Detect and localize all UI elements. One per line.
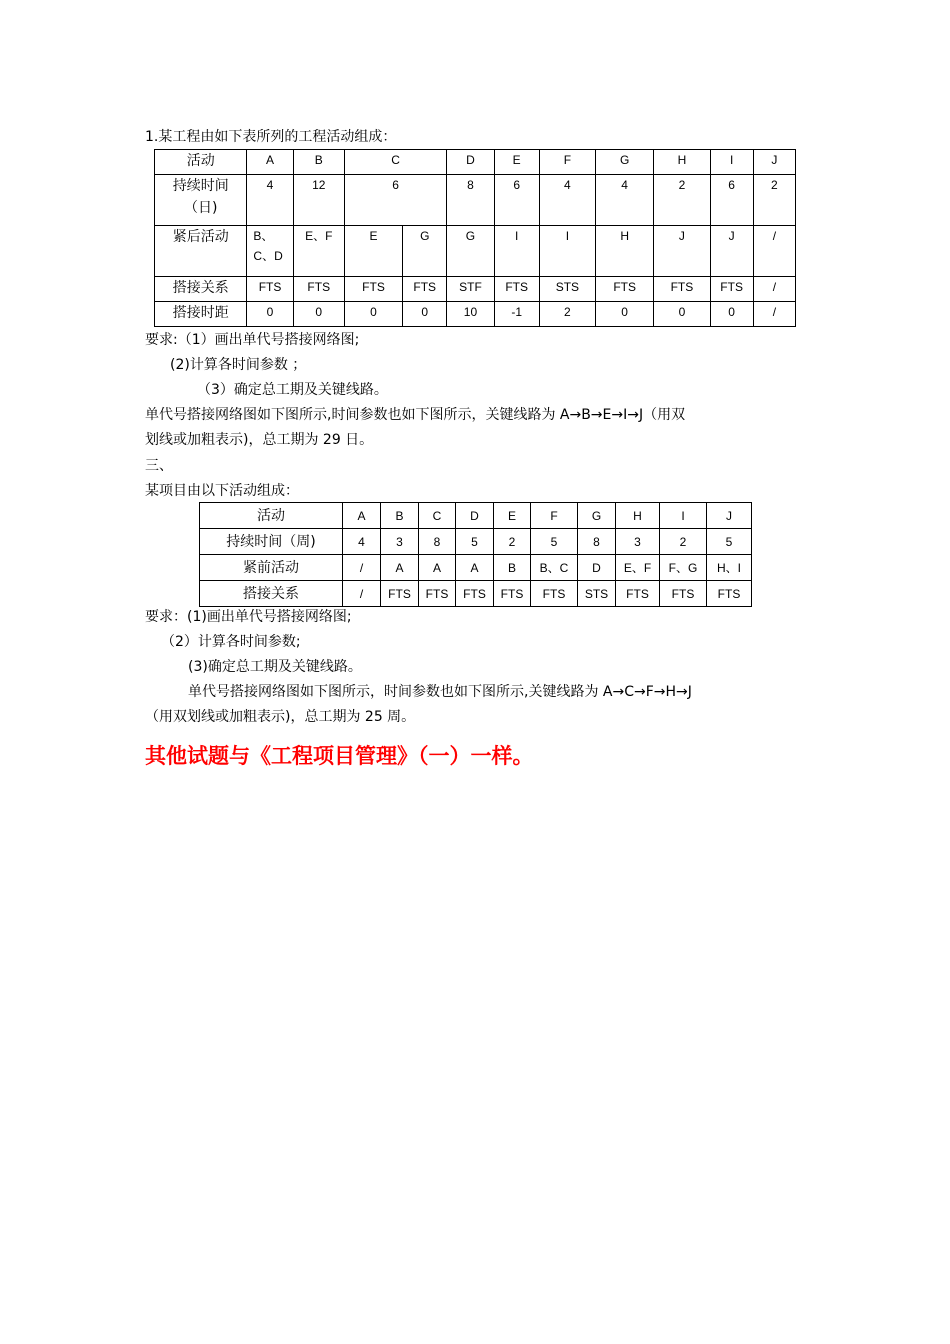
activity-table-2 <box>199 502 752 607</box>
table-cell: F <box>539 150 595 175</box>
table-cell: A <box>247 150 293 175</box>
table-row <box>200 503 752 529</box>
table-cell: A <box>381 555 419 581</box>
table-cell: 5 <box>707 529 752 555</box>
table-cell: FTS <box>494 277 539 302</box>
table-cell: B <box>381 503 419 529</box>
table-cell: 0 <box>654 302 710 327</box>
table-cell: FTS <box>381 581 419 607</box>
table-cell: F <box>531 503 578 529</box>
table-cell: 2 <box>539 302 595 327</box>
table-cell: 8 <box>578 529 616 555</box>
table-cell: J <box>710 226 753 277</box>
table-cell: B <box>494 555 531 581</box>
table-cell: J <box>707 503 752 529</box>
table-cell: J <box>753 150 795 175</box>
table-cell: FTS <box>707 581 752 607</box>
table-cell: E <box>344 226 402 277</box>
table-cell: C <box>344 150 446 175</box>
table-cell: / <box>343 581 381 607</box>
table-cell: FTS <box>710 277 753 302</box>
header-label: 活动 <box>200 503 343 529</box>
table-cell: FTS <box>419 581 456 607</box>
table-row <box>155 277 796 302</box>
table-cell: G <box>403 226 447 277</box>
table-row <box>155 302 796 327</box>
table-cell: FTS <box>247 277 293 302</box>
successor-label: 紧后活动 <box>155 226 247 277</box>
table-cell: I <box>539 226 595 277</box>
table-row <box>155 175 796 226</box>
section3-answer-line-2: （用双划线或加粗表示)，总工期为 25 周。 <box>145 709 416 725</box>
table-row <box>200 555 752 581</box>
table-cell: FTS <box>403 277 447 302</box>
lag-label: 搭接时距 <box>155 302 247 327</box>
section1-requirement-2: (2)计算各时间参数 ； <box>170 357 307 373</box>
table-cell: 5 <box>531 529 578 555</box>
table-cell: FTS <box>654 277 710 302</box>
table-cell: C <box>419 503 456 529</box>
table-cell: / <box>343 555 381 581</box>
section1-requirement-3: （3）确定总工期及关键线路。 <box>197 382 388 398</box>
header-label: 活动 <box>155 150 247 175</box>
table-cell: -1 <box>494 302 539 327</box>
table-cell: 10 <box>447 302 494 327</box>
table-row <box>155 226 796 277</box>
table-cell: E、F <box>616 555 660 581</box>
activity-table-1 <box>154 149 796 327</box>
table-cell: 0 <box>710 302 753 327</box>
table-cell: FTS <box>456 581 494 607</box>
table-cell: 0 <box>403 302 447 327</box>
table-cell: 3 <box>381 529 419 555</box>
table-cell: G <box>578 503 616 529</box>
section3-requirement-2: （2）计算各时间参数; <box>161 634 301 650</box>
table-cell: 0 <box>247 302 293 327</box>
table-cell: E、F <box>293 226 344 277</box>
table-cell: H、I <box>707 555 752 581</box>
table-cell: 3 <box>616 529 660 555</box>
table-cell: G <box>596 150 654 175</box>
section1-answer-line-2: 划线或加粗表示)，总工期为 29 日。 <box>145 432 374 448</box>
footer-note: 其他试题与《工程项目管理》（一）一样。 <box>145 744 534 768</box>
table-cell: STS <box>578 581 616 607</box>
table-row <box>155 150 796 175</box>
relation-label: 搭接关系 <box>155 277 247 302</box>
table-cell: B、C、D <box>247 226 293 277</box>
table-cell: F、G <box>660 555 707 581</box>
section3-intro: 某项目由以下活动组成： <box>145 483 299 499</box>
section3-answer-line-1: 单代号搭接网络图如下图所示，时间参数也如下图所示,关键线路为 A→C→F→H→J <box>188 684 692 700</box>
table-cell: 2 <box>494 529 531 555</box>
table-cell: FTS <box>660 581 707 607</box>
table-cell: A <box>456 555 494 581</box>
table-cell: STF <box>447 277 494 302</box>
table-cell: 2 <box>660 529 707 555</box>
table-cell: FTS <box>596 277 654 302</box>
table-cell: H <box>596 226 654 277</box>
section1-intro: 1.某工程由如下表所列的工程活动组成： <box>145 129 397 145</box>
table-row <box>200 529 752 555</box>
duration-label: 持续时间 （日) <box>155 175 247 226</box>
table-cell: I <box>660 503 707 529</box>
table-cell: 5 <box>456 529 494 555</box>
section3-requirement-3: (3)确定总工期及关键线路。 <box>188 659 362 675</box>
table-cell: G <box>447 226 494 277</box>
table-cell: / <box>753 226 795 277</box>
table-cell: FTS <box>531 581 578 607</box>
relation-label: 搭接关系 <box>200 581 343 607</box>
table-cell: 2 <box>654 175 710 226</box>
table-cell: FTS <box>616 581 660 607</box>
table-cell: FTS <box>494 581 531 607</box>
predecessor-label: 紧前活动 <box>200 555 343 581</box>
table-cell: 4 <box>596 175 654 226</box>
table-cell: 4 <box>343 529 381 555</box>
section1-requirement-1: 要求:（1）画出单代号搭接网络图; <box>145 332 360 348</box>
table-cell: 6 <box>344 175 446 226</box>
table-cell: 12 <box>293 175 344 226</box>
table-cell: 4 <box>539 175 595 226</box>
table-cell: A <box>419 555 456 581</box>
table-cell: A <box>343 503 381 529</box>
table-cell: / <box>753 302 795 327</box>
table-cell: FTS <box>344 277 402 302</box>
table-cell: B <box>293 150 344 175</box>
table-cell: 6 <box>710 175 753 226</box>
duration-label: 持续时间（周) <box>200 529 343 555</box>
table-cell: / <box>753 277 795 302</box>
table-cell: 8 <box>447 175 494 226</box>
table-cell: 0 <box>293 302 344 327</box>
table-cell: STS <box>539 277 595 302</box>
table-cell: 4 <box>247 175 293 226</box>
section3-heading: 三、 <box>145 458 173 474</box>
table-cell: I <box>710 150 753 175</box>
section3-requirement-1: 要求：(1)画出单代号搭接网络图; <box>145 609 352 625</box>
table-cell: 2 <box>753 175 795 226</box>
table-cell: FTS <box>293 277 344 302</box>
table-cell: D <box>447 150 494 175</box>
table-cell: H <box>616 503 660 529</box>
table-cell: E <box>494 503 531 529</box>
table-cell: D <box>578 555 616 581</box>
table-cell: H <box>654 150 710 175</box>
table-cell: J <box>654 226 710 277</box>
table-cell: D <box>456 503 494 529</box>
table-cell: B、C <box>531 555 578 581</box>
table-cell: 0 <box>344 302 402 327</box>
table-cell: E <box>494 150 539 175</box>
table-cell: I <box>494 226 539 277</box>
table-cell: 6 <box>494 175 539 226</box>
table-row <box>200 581 752 607</box>
section1-answer-line-1: 单代号搭接网络图如下图所示,时间参数也如下图所示，关键线路为 A→B→E→I→J（用双 <box>145 407 686 423</box>
table-cell: 0 <box>596 302 654 327</box>
table-cell: 8 <box>419 529 456 555</box>
